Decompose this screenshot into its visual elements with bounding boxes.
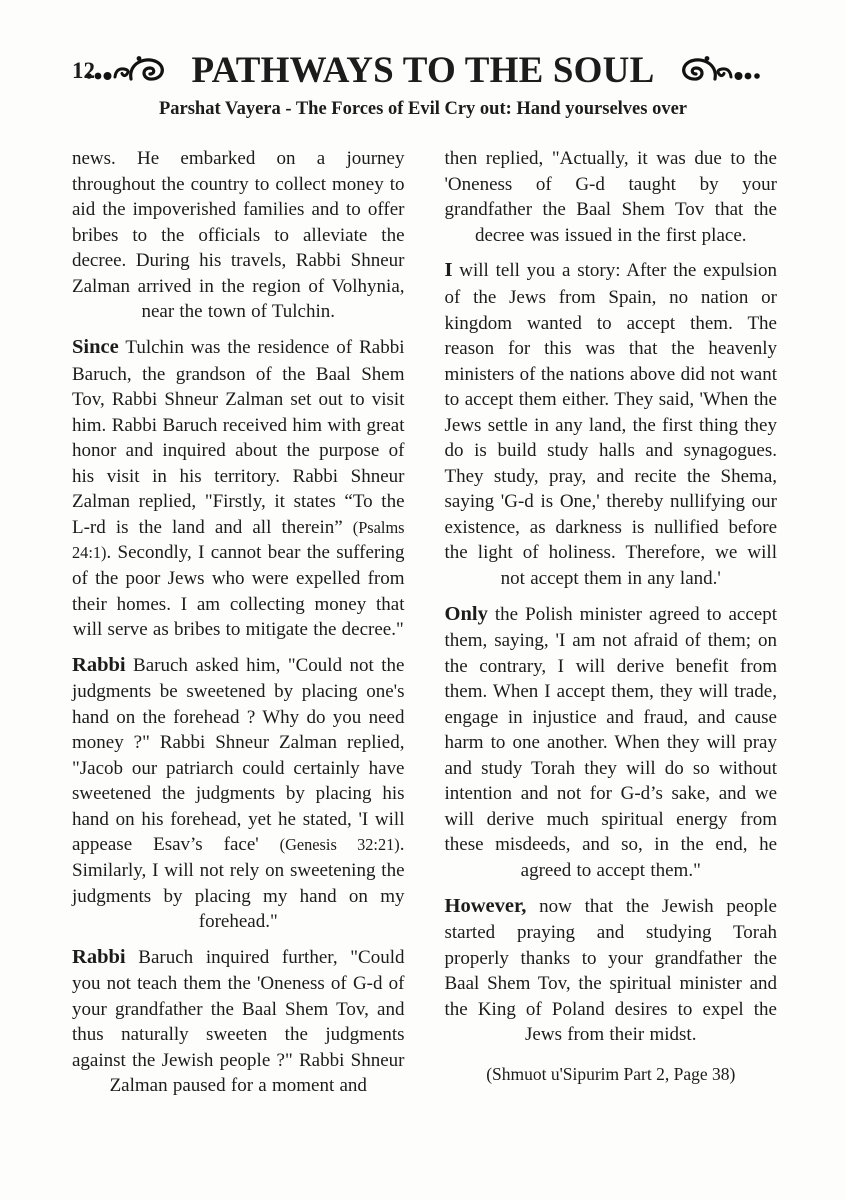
title-row bbox=[0, 48, 846, 92]
paragraph bbox=[445, 893, 778, 1048]
page-number: 12 bbox=[72, 58, 95, 83]
inline-scripture-citation: (Genesis 32:21) bbox=[279, 835, 400, 855]
text-columns bbox=[0, 146, 846, 1108]
paragraph-lead-word: Since bbox=[72, 336, 119, 359]
column-right-paragraphs bbox=[445, 146, 778, 1048]
paragraph-text: Baruch inquired further, "Could you not teach them the 'Oneness of G-d of your grandfather the Baal Shem Tov, and thus naturally sweeten the judgments against the Jewish people ?" Rabbi Shneur Zalman paused for a moment and bbox=[72, 946, 405, 1097]
paragraph-text: news. He embarked on a journey throughout the country to collect money to aid the impoverished families and to offer bribes to the officials to alleviate the decree. During his travels, Rabbi Shneur Zalman arrived in the region of Volhynia, near the town of Tulchin. bbox=[72, 148, 405, 323]
inline-scripture-citation: (Psalms 24:1) bbox=[72, 517, 405, 563]
paragraph-lead-word: However, bbox=[444, 894, 527, 917]
paragraph-text: now that the Jewish people started praying and studying Torah properly thanks to your grandfather the Baal Shem Tov, the spiritual minister and the King of Poland desires to expel the Jews from their midst. bbox=[444, 895, 777, 1046]
paragraph bbox=[445, 601, 778, 884]
paragraph-lead-word: Rabbi bbox=[72, 653, 126, 676]
paragraph bbox=[445, 146, 778, 248]
page-title: PATHWAYS TO THE SOUL bbox=[191, 49, 655, 91]
flourish-left-icon bbox=[84, 54, 184, 86]
paragraph-text: will tell you a story: After the expulsion of the Jews from Spain, no nation or kingdom wanted to accept them. The reason for this was that the heavenly ministers of the nations above did not want to accept them either. They said, 'When the Jews settle in any land, the first thing they do is build study halls and synagogues. They study, pray, and recite the Shema, saying 'G-d is One,' thereby nullifying our existence, as darkness is nullified before the light of holiness. Therefore, we will not accept them in any land.' bbox=[444, 260, 777, 589]
chapter-subtitle: Parshat Vayera - The Forces of Evil Cry out: Hand yourselves over bbox=[158, 99, 688, 119]
column-left-paragraphs bbox=[72, 146, 405, 1099]
paragraph-lead-word: Only bbox=[444, 602, 488, 625]
paragraph bbox=[72, 944, 405, 1099]
paragraph-text: . Similarly, I will not rely on sweetening the judgments by placing my hand on my forehead." bbox=[72, 834, 405, 933]
paragraph-text: . Secondly, I cannot bear the suffering of the poor Jews who were expelled from their homes. I am collecting money that will serve as bribes to mitigate the decree." bbox=[72, 542, 405, 641]
paragraph-lead-word: I bbox=[444, 259, 453, 282]
paragraph-text: the Polish minister agreed to accept them, saying, 'I am not afraid of them; on the contrary, I will derive benefit from them. When I accept them, they will trade, engage in injustice and fraud, and cause harm to one another. When they will pray and study Torah they will do so without intention and not for G-d’s sake, and we will derive much spiritual energy from these misdeeds, and so, in the end, he agreed to accept them." bbox=[444, 603, 777, 882]
paragraph-text: Tulchin was the residence of Rabbi Baruch, the grandson of the Baal Shem Tov, Rabbi Shneur Zalman set out to visit him. Rabbi Baruch received him with great honor and inquired about the purpose of his visit in his territory. Rabbi Shneur Zalman replied, "Firstly, it states “To the L-rd is the land and all therein” bbox=[72, 337, 405, 538]
column-left bbox=[72, 146, 405, 1108]
paragraph-text: Baruch asked him, "Could not the judgments be sweetened by placing one's hand on the forehead ? Why do you need money ?" Rabbi Shneur Zalman replied, "Jacob our patriarch could certainly have sweetened the judgments by placing his hand on his forehead, yet he stated, 'I will appease Esav’s face' bbox=[72, 654, 405, 856]
column-right bbox=[445, 146, 778, 1108]
source-citation: (Shmuot u'Sipurim Part 2, Page 38) bbox=[486, 1063, 736, 1084]
paragraph bbox=[72, 652, 405, 935]
page-header bbox=[0, 48, 846, 120]
paragraph bbox=[72, 146, 405, 325]
paragraph bbox=[72, 334, 405, 643]
paragraph-lead-word: Rabbi bbox=[72, 945, 126, 968]
paragraph-text: then replied, "Actually, it was due to the 'Oneness of G-d taught by your grandfather the Baal Shem Tov that the decree was issued in the first place. bbox=[444, 148, 777, 246]
paragraph bbox=[445, 257, 778, 591]
flourish-right-icon bbox=[662, 54, 762, 86]
